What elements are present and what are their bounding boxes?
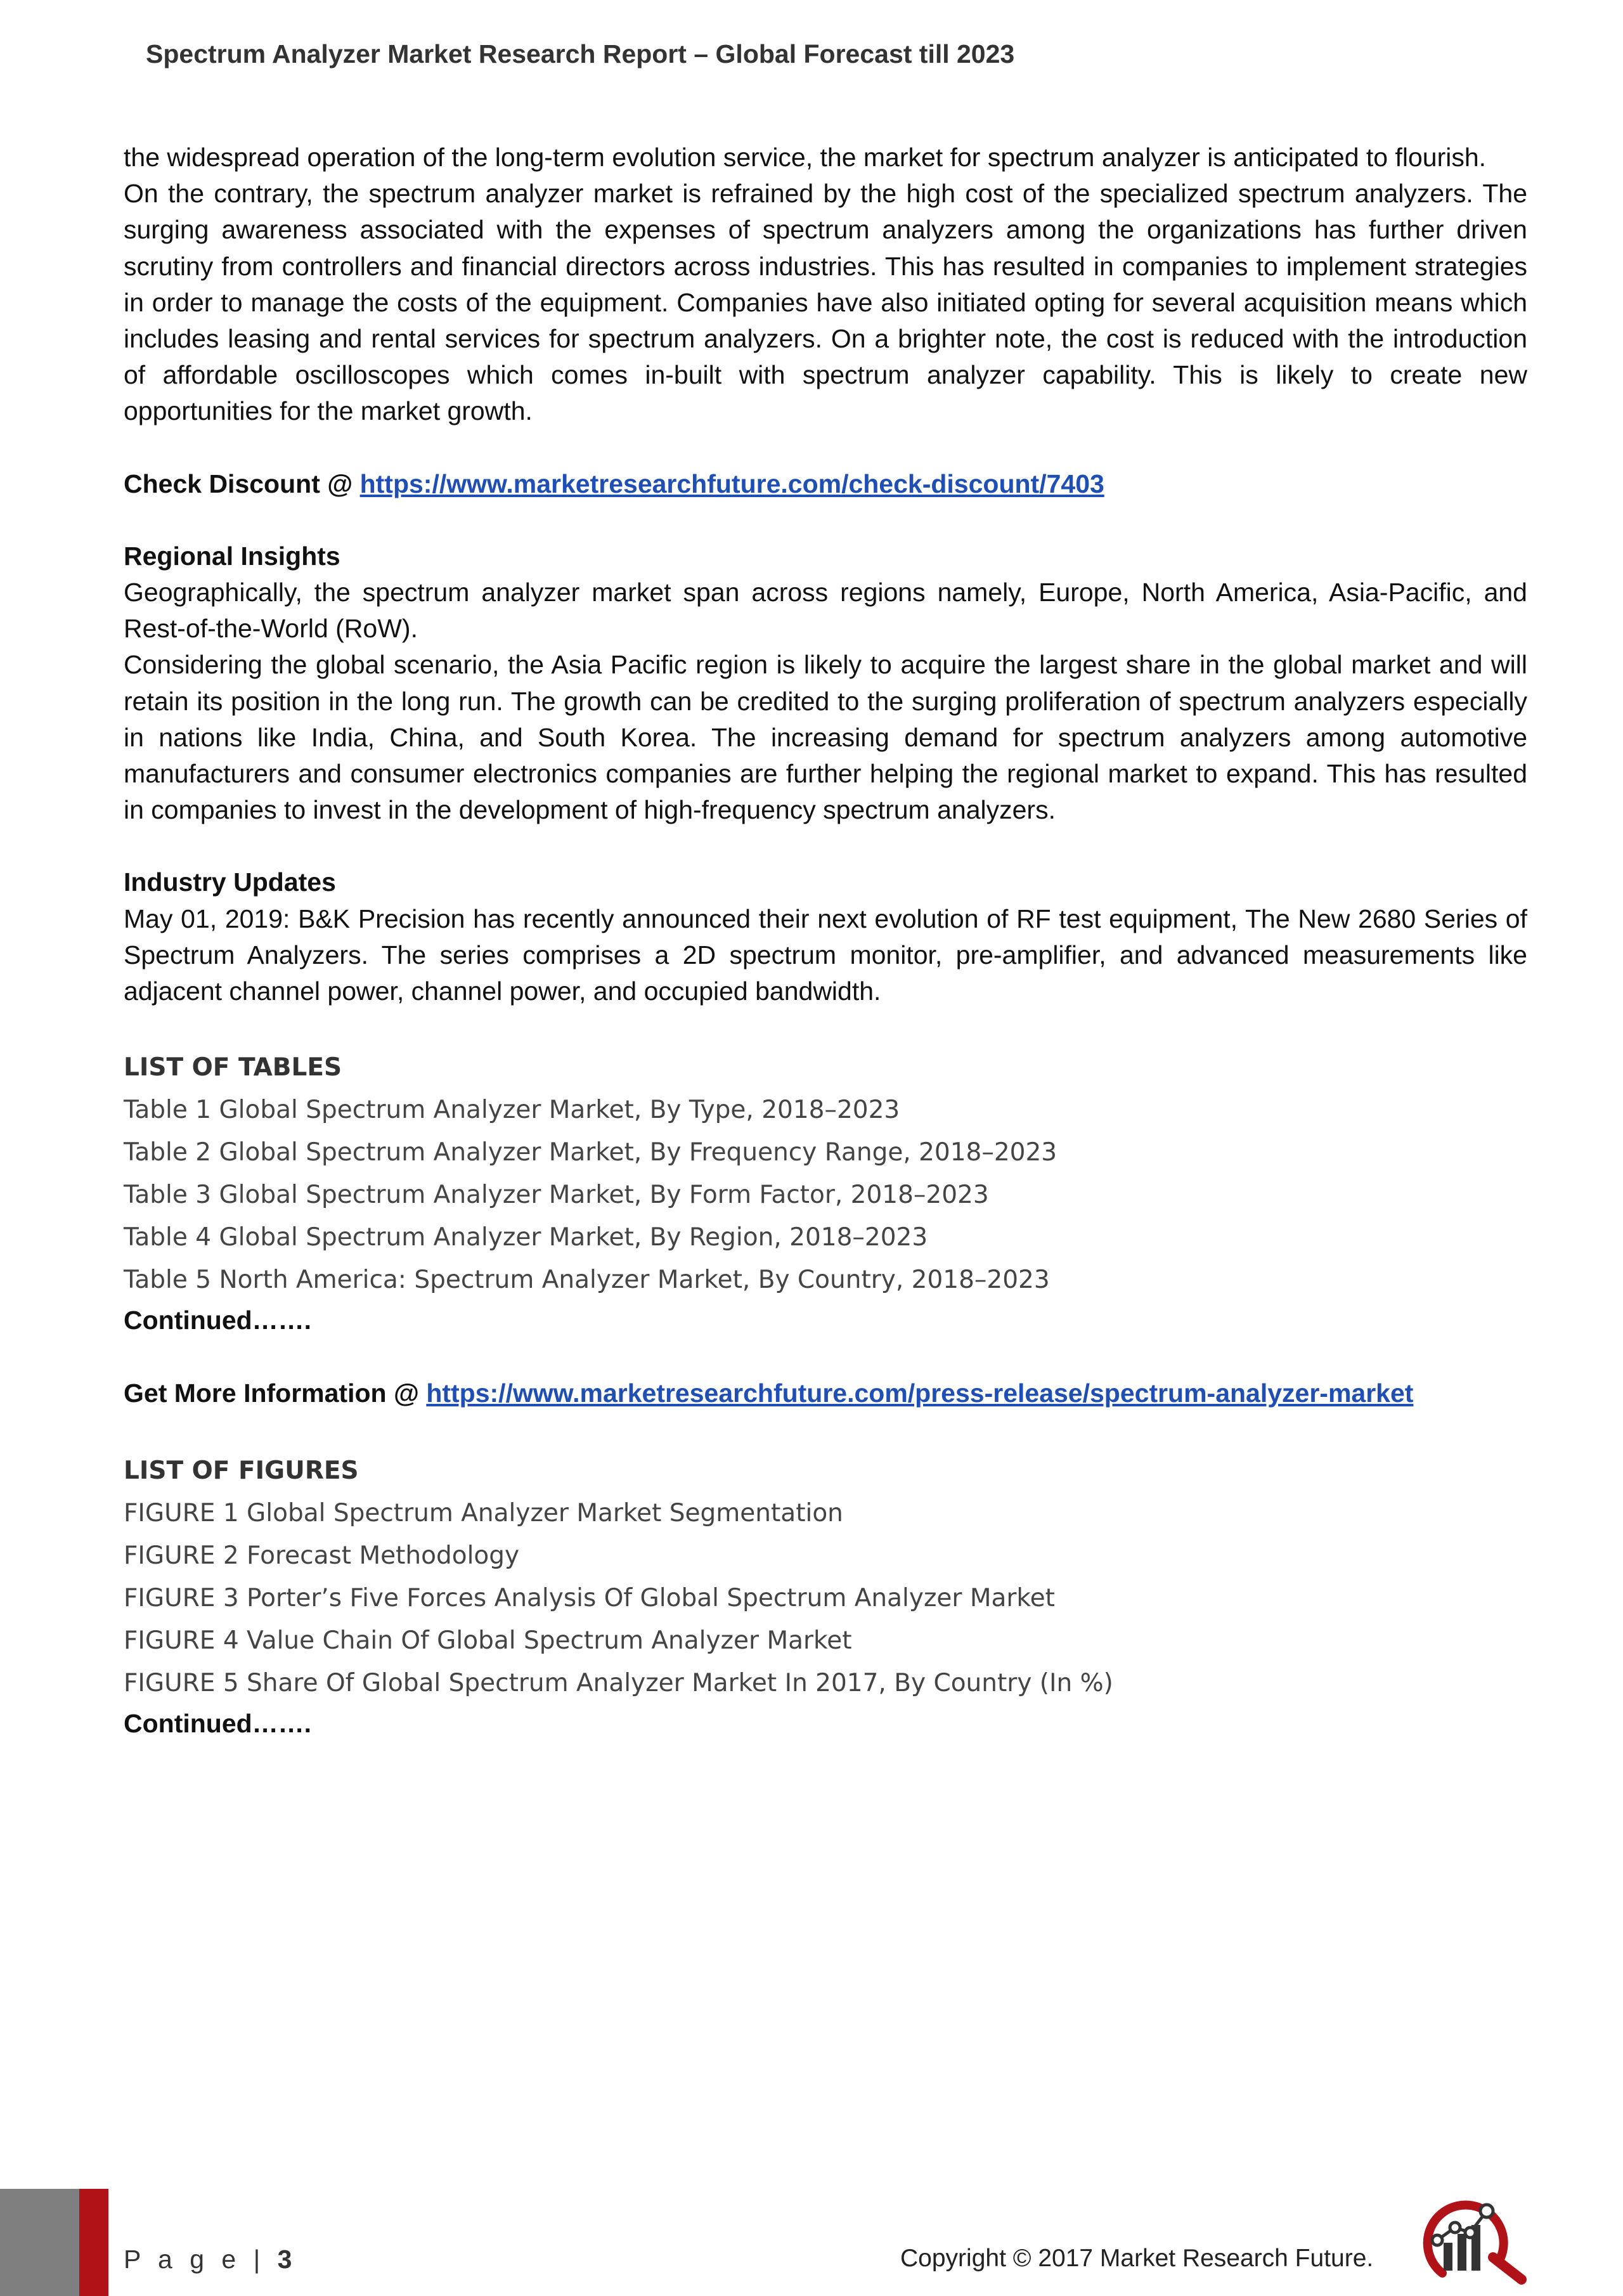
figure-list-item: FIGURE 2 Forecast Methodology xyxy=(124,1541,520,1571)
paragraph-regional-1: Geographically, the spectrum analyzer market span across regions namely, Europe, North America, Asia-Pacific, and Rest-of-the-World (RoW). xyxy=(124,578,1527,644)
footer-grey-bar xyxy=(0,2189,79,2296)
check-discount-link[interactable]: https://www.marketresearchfuture.com/check-discount/7403 xyxy=(359,469,1104,498)
page-number: 3 xyxy=(277,2245,292,2274)
more-information-line xyxy=(124,1375,1527,1411)
list-of-figures-heading: LIST OF FIGURES xyxy=(124,1456,359,1486)
figure-list-item: FIGURE 3 Porter’s Five Forces Analysis Of Global Spectrum Analyzer Market xyxy=(124,1584,1055,1613)
paragraph-regional-2: Considering the global scenario, the Asia Pacific region is likely to acquire the largest share in the global market and will retain its position in the long run. The growth can be credited to the surging proliferation of spectrum analyzers especially in nations like India, China, and South Korea. The increasing demand for spectrum analyzers among automotive manufacturers and consumer electronics companies are further helping the regional market to expand. This has resulted in companies to invest in the development of high-frequency spectrum analyzers. xyxy=(124,650,1527,825)
document-body xyxy=(124,139,1527,1742)
tables-continued: Continued……. xyxy=(124,1306,312,1335)
page-label: P a g e | xyxy=(124,2245,278,2274)
table-list-item: Table 1 Global Spectrum Analyzer Market, By Type, 2018–2023 xyxy=(124,1096,900,1125)
check-discount-label: Check Discount @ xyxy=(124,469,360,498)
figure-list-item: FIGURE 5 Share Of Global Spectrum Analyzer Market In 2017, By Country (In %) xyxy=(124,1669,1113,1698)
figures-continued: Continued……. xyxy=(124,1709,312,1739)
check-discount-line xyxy=(124,466,1527,502)
copyright-text: Copyright © 2017 Market Research Future. xyxy=(900,2245,1374,2272)
figure-list-item: FIGURE 1 Global Spectrum Analyzer Market Segmentation xyxy=(124,1499,843,1528)
footer-red-bar xyxy=(79,2189,108,2296)
page-header: Spectrum Analyzer Market Research Report – Global Forecast till 2023 xyxy=(146,39,1015,68)
figure-list-item: FIGURE 4 Value Chain Of Global Spectrum Analyzer Market xyxy=(124,1626,852,1656)
table-list-item: Table 4 Global Spectrum Analyzer Market, By Region, 2018–2023 xyxy=(124,1223,928,1252)
table-list-item: Table 3 Global Spectrum Analyzer Market, By Form Factor, 2018–2023 xyxy=(124,1181,989,1210)
more-information-label: Get More Information @ xyxy=(124,1378,427,1408)
paragraph-industry: May 01, 2019: B&K Precision has recently announced their next evolution of RF test equipment, The New 2680 Series of Spectrum Analyzers. The series comprises a 2D spectrum monitor, pre-amplifier, and advanced measurements like adjacent channel power, channel power, and occupied bandwidth. xyxy=(124,904,1527,1006)
market-research-future-logo-icon xyxy=(1404,2191,1531,2286)
paragraph-intro: the widespread operation of the long-term evolution service, the market for spectrum analyzer is anticipated to flourish. xyxy=(124,143,1487,172)
list-of-tables-heading: LIST OF TABLES xyxy=(124,1053,342,1082)
table-list-item: Table 2 Global Spectrum Analyzer Market, By Frequency Range, 2018–2023 xyxy=(124,1138,1057,1167)
more-information-link[interactable]: https://www.marketresearchfuture.com/press-release/spectrum-analyzer-market xyxy=(426,1378,1414,1408)
table-list-item: Table 5 North America: Spectrum Analyzer Market, By Country, 2018–2023 xyxy=(124,1266,1050,1295)
page-number-label xyxy=(124,2245,292,2274)
regional-insights-heading: Regional Insights xyxy=(124,541,340,571)
industry-updates-heading: Industry Updates xyxy=(124,867,336,897)
paragraph-contrary: On the contrary, the spectrum analyzer market is refrained by the high cost of the specialized spectrum analyzers. The surging awareness associated with the expenses of spectrum analyzers among the organizations has further driven scrutiny from controllers and financial directors across industries. This has resulted in companies to implement strategies in order to manage the costs of the equipment. Companies have also initiated opting for several acquisition means which includes leasing and rental services for spectrum analyzers. On a brighter note, the cost is reduced with the introduction of affordable oscilloscopes which comes in-built with spectrum analyzer capability. This is likely to create new opportunities for the market growth. xyxy=(124,179,1527,426)
